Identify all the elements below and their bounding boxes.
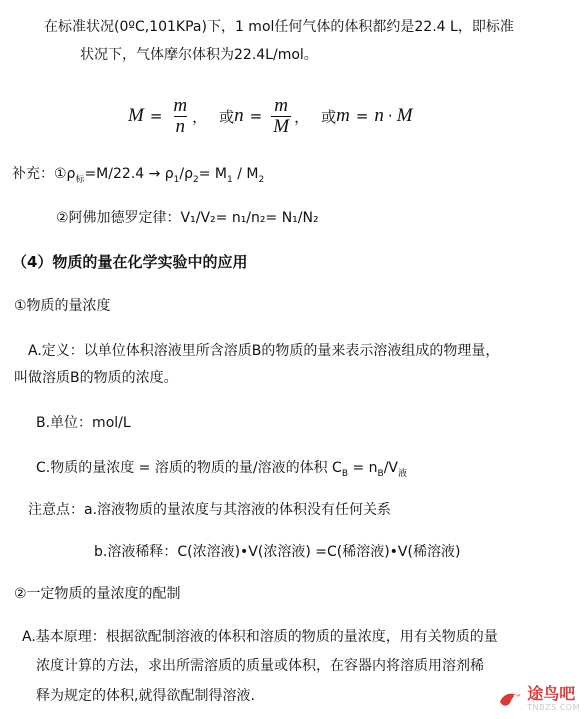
formula-text: C.物质的量浓度 = 溶质的物质的量/溶液的体积 C xyxy=(36,460,342,476)
math-separator: ， xyxy=(294,107,310,126)
rho1-subscript: 1 xyxy=(173,174,180,185)
supplement-text: /ρ xyxy=(179,166,194,182)
math-n: n xyxy=(374,105,384,126)
supplement-text: / M xyxy=(232,166,259,182)
math-eq: = xyxy=(355,107,369,125)
watermark-text xyxy=(527,685,580,713)
math-n: n xyxy=(234,105,244,126)
fraction-numerator: m xyxy=(274,94,289,116)
bird-logo-icon xyxy=(497,686,523,712)
math-M: M xyxy=(128,105,144,126)
note-a: 注意点：a.溶液物质的量浓度与其溶液的体积没有任何关系 xyxy=(28,502,392,518)
formula-text: = n xyxy=(348,460,378,476)
supplement-text: = M xyxy=(198,166,228,182)
principle-line-2: 浓度计算的方法，求出所需溶质的质量或体积，在容器内将溶质用溶剂稀 xyxy=(36,658,484,674)
rho2-subscript: 2 xyxy=(193,174,199,185)
v-subscript: 液 xyxy=(398,468,408,479)
supplement-line xyxy=(12,164,264,190)
math-or: 或 xyxy=(219,107,235,126)
definition-line-2: 叫做溶质B的物质的浓度。 xyxy=(14,370,178,386)
unit-line: B.单位：mol/L xyxy=(36,415,131,431)
math-eq: = xyxy=(249,107,263,125)
section-heading: （4）物质的量在化学实验中的应用 xyxy=(12,253,248,271)
site-watermark xyxy=(497,685,580,713)
m1-subscript: 1 xyxy=(227,174,233,185)
formula-text: /V xyxy=(383,460,398,476)
principle-line-1: A.基本原理：根据欲配制溶液的体积和溶质的物质的量浓度，用有关物质的量 xyxy=(22,629,498,645)
avogadro-law: ②阿佛加德罗定律：V₁/V₂= n₁/n₂= N₁/N₂ xyxy=(56,210,319,226)
note-b: b.溶液稀释：C(浓溶液)•V(浓溶液) =C(稀溶液)•V(稀溶液) xyxy=(94,544,461,560)
watermark-subtitle: TNBZS.COM xyxy=(527,703,580,712)
math-separator: ， xyxy=(192,107,208,126)
m2-subscript: 2 xyxy=(258,174,265,185)
supplement-label: 补充：①ρ xyxy=(12,166,76,182)
principle-line-3: 释为规定的体积,就得欲配制得溶液. xyxy=(36,688,255,704)
fraction-m-over-M xyxy=(271,96,291,137)
text-line-2: 状况下，气体摩尔体积为22.4L/mol。 xyxy=(80,47,318,63)
supplement-text: =M/22.4 → ρ xyxy=(84,166,174,182)
fraction-denominator: M xyxy=(273,115,290,137)
text-line-1: 在标准状况(0ºC,101KPa)下，1 mol任何气体的体积都约是22.4 L，即标准 xyxy=(44,19,514,35)
math-M: M xyxy=(396,105,413,126)
math-eq: = xyxy=(149,107,163,125)
fraction-denominator: n xyxy=(175,115,186,137)
math-m: m xyxy=(336,105,350,126)
item-preparation: ②一定物质的量浓度的配制 xyxy=(14,586,181,602)
fraction-m-over-n xyxy=(171,96,189,137)
formula-line xyxy=(36,458,407,484)
rho-subscript: 标 xyxy=(75,174,85,185)
fraction-numerator: m xyxy=(173,94,188,116)
definition-line-1: A.定义：以单位体积溶液里所含溶质B的物质的量来表示溶液组成的物理量， xyxy=(28,343,500,359)
item-concentration: ①物质的量浓度 xyxy=(14,298,111,314)
molar-formulas xyxy=(128,92,413,140)
watermark-title: 途鸟吧 xyxy=(527,684,576,703)
c-subscript: B xyxy=(341,468,348,479)
n-subscript: B xyxy=(377,468,384,479)
math-dot: · xyxy=(387,107,393,125)
math-or: 或 xyxy=(321,107,337,126)
